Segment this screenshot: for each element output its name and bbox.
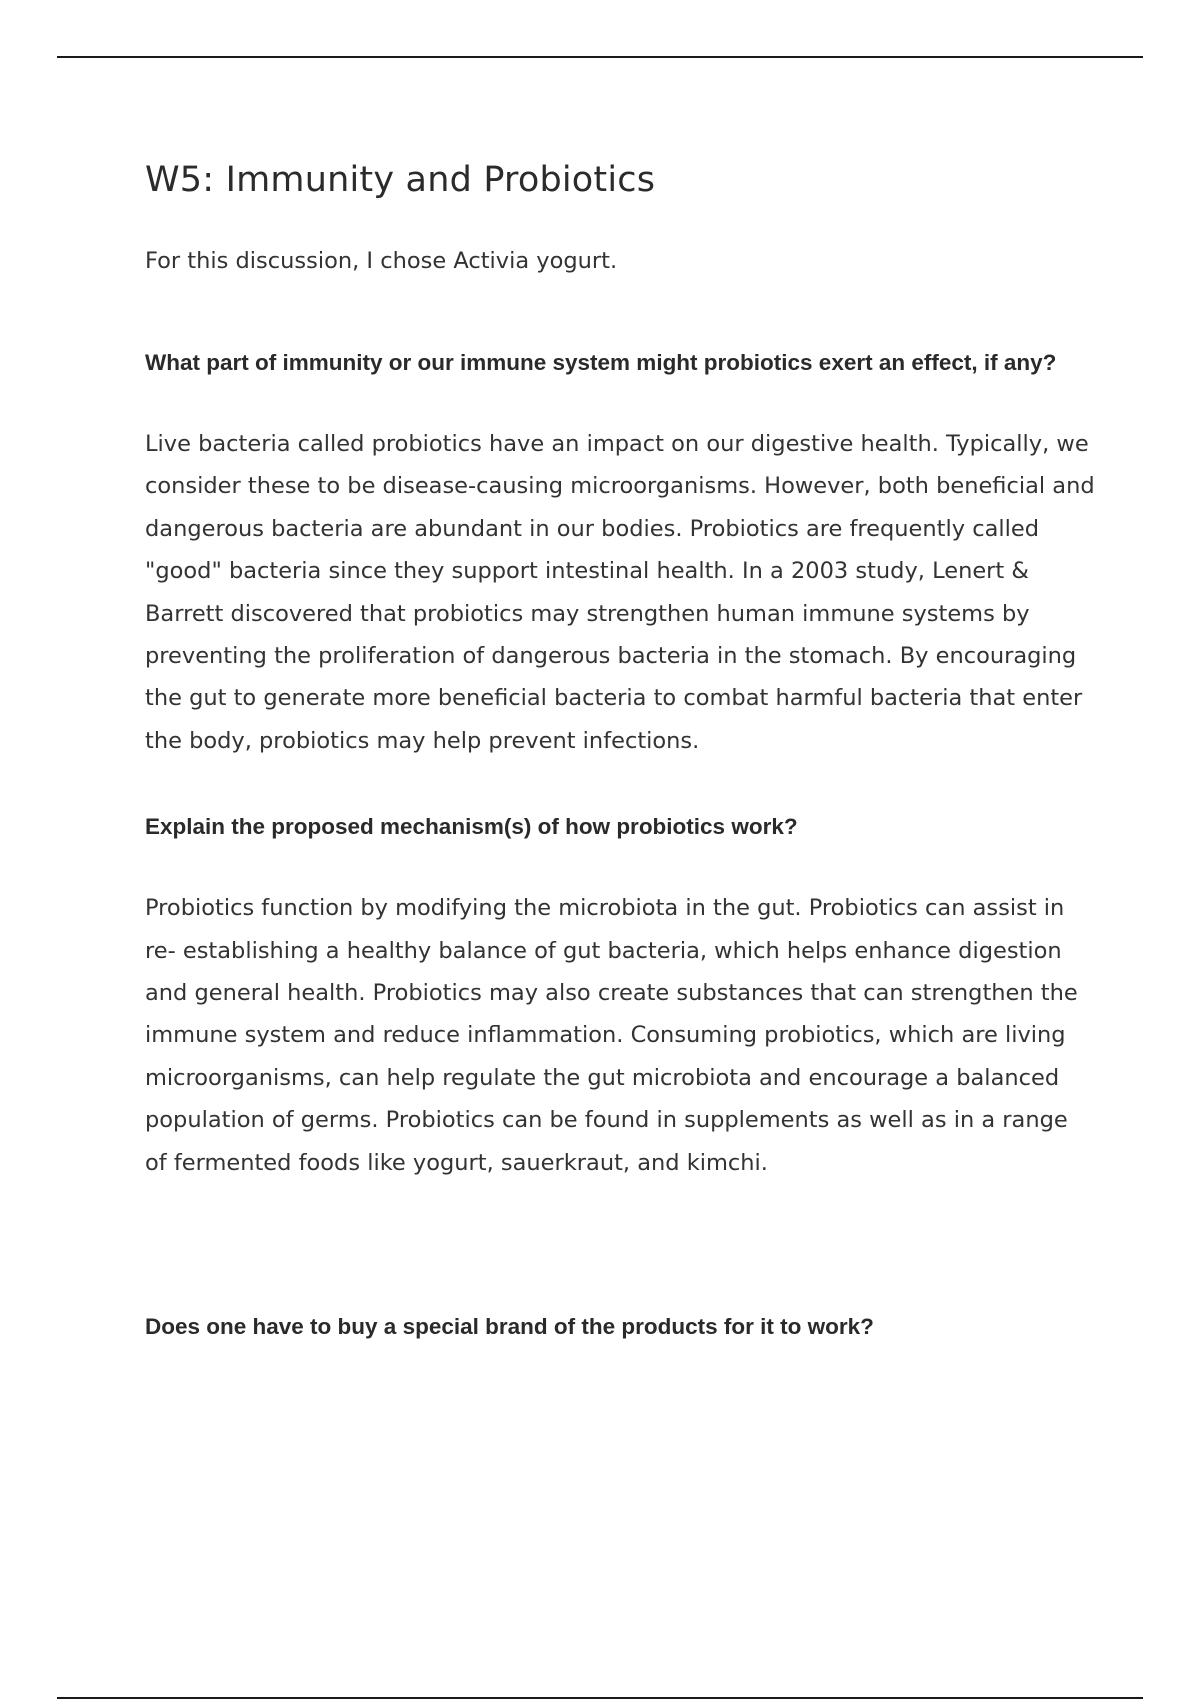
question-mechanism: Explain the proposed mechanism(s) of how probiotics work? (145, 814, 798, 840)
document-body (145, 158, 1095, 1347)
page-bottom-rule (57, 1697, 1143, 1699)
question-immunity: What part of immunity or our immune system might probiotics exert an effect, if any? (145, 350, 1057, 375)
answer-immunity: Live bacteria called probiotics have an impact on our digestive health. Typically, we consider these to be disease-causing microorganisms. However, both beneficial and dangerous bacteria are abundant in our bodies. Probiotics are frequently called "good" bacteria since they support intestinal health. In a 2003 study, Lenert & Barrett discovered that probiotics may strengthen human immune systems by preventing the proliferation of dangerous bacteria in the stomach. By encouraging the gut to generate more beneficial bacteria to combat harmful bacteria that enter the body, probiotics may help prevent infections. (145, 431, 1095, 754)
intro-paragraph: For this discussion, I chose Activia yogurt. (145, 248, 618, 274)
question-brand: Does one have to buy a special brand of the products for it to work? (145, 1314, 874, 1340)
document-title: W5: Immunity and Probiotics (145, 160, 656, 200)
answer-mechanism: Probiotics function by modifying the microbiota in the gut. Probiotics can assist in re- establishing a healthy balance of gut bacteria, which helps enhance digestion and general health. Probiotics may also create substances that can strengthen the immune system and reduce inflammation. Consuming probiotics, which are living microorganisms, can help regulate the gut microbiota and encourage a balanced population of germs. Probiotics can be found in supplements as well as in a range of fermented foods like yogurt, sauerkraut, and kimchi. (145, 895, 1078, 1176)
page-top-rule (57, 56, 1143, 58)
